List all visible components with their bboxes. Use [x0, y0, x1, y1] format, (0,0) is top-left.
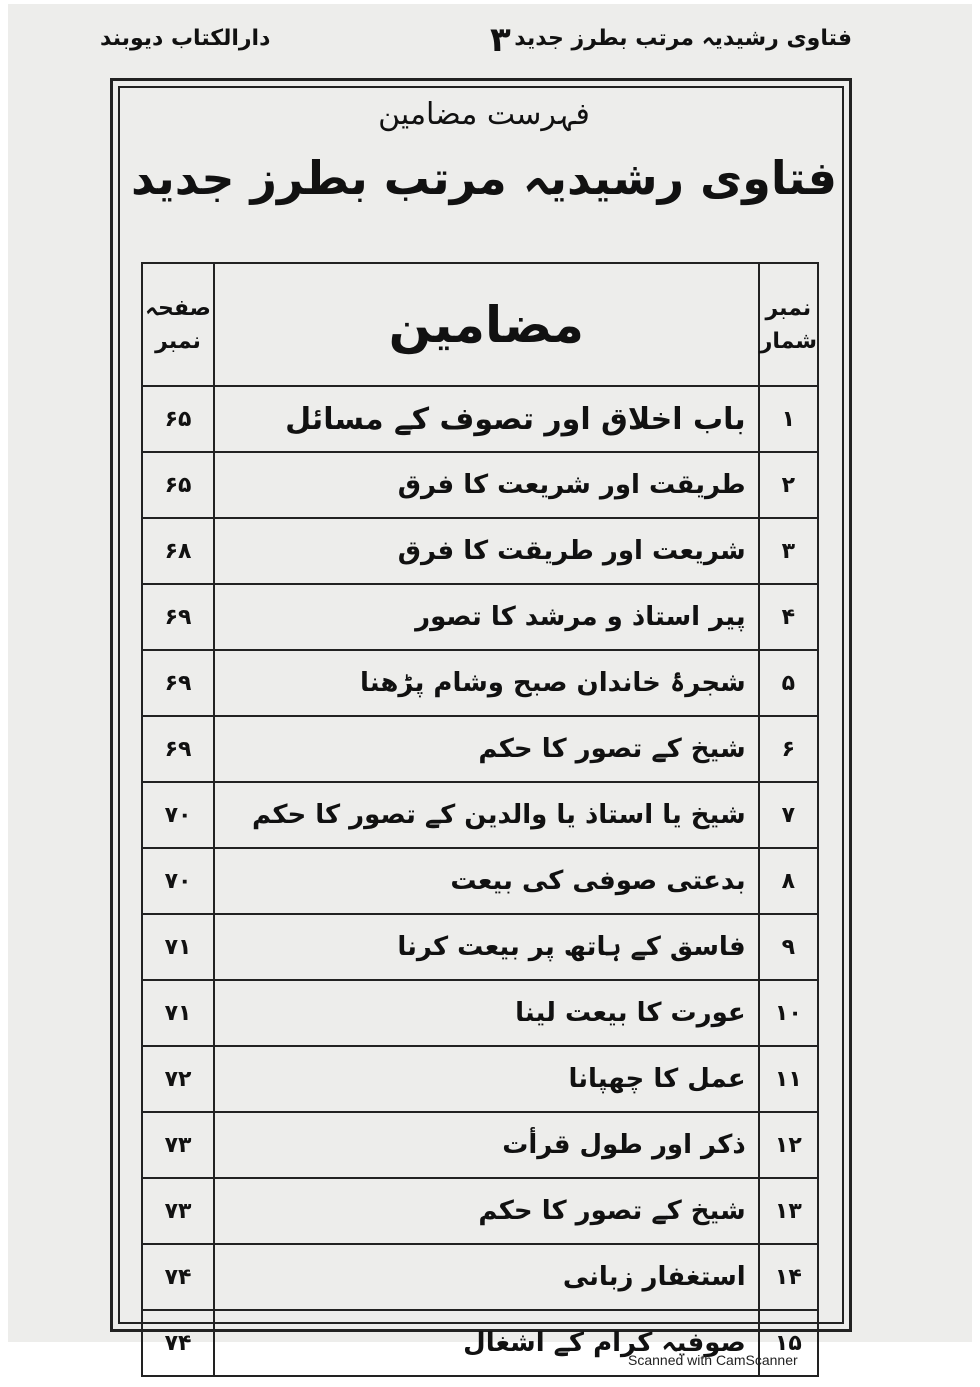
row-number: ۱۳ — [759, 1178, 818, 1244]
table-row — [142, 848, 818, 914]
row-number: ۶ — [759, 716, 818, 782]
table-row — [142, 650, 818, 716]
row-number: ۴ — [759, 584, 818, 650]
row-topic: بدعتی صوفی کی بیعت — [214, 848, 759, 914]
row-number: ۸ — [759, 848, 818, 914]
row-topic: فاسق کے ہاتھ پر بیعت کرنا — [214, 914, 759, 980]
table-row — [142, 1178, 818, 1244]
row-page: ۷۳ — [142, 1178, 214, 1244]
row-topic: باب اخلاق اور تصوف کے مسائل — [214, 386, 759, 452]
row-topic: شیخ یا استاذ یا والدین کے تصور کا حکم — [214, 782, 759, 848]
table-row — [142, 980, 818, 1046]
running-title: فتاوی رشیدیہ مرتب بطرز جدید — [514, 26, 852, 51]
toc-table — [141, 262, 819, 1377]
table-row — [142, 782, 818, 848]
row-page: ۶۹ — [142, 584, 214, 650]
page-number: ۳ — [490, 20, 511, 60]
row-topic: طریقت اور شریعت کا فرق — [214, 452, 759, 518]
table-row — [142, 584, 818, 650]
row-page: ۶۹ — [142, 650, 214, 716]
toc-subtitle: فہرست مضامین — [378, 97, 590, 132]
row-topic: شیخ کے تصور کا حکم — [214, 716, 759, 782]
table-row — [142, 1244, 818, 1310]
page-header: صفحہ نمبر — [142, 263, 214, 386]
table-row — [142, 452, 818, 518]
row-page: ۶۹ — [142, 716, 214, 782]
row-number: ۷ — [759, 782, 818, 848]
row-page: ۶۵ — [142, 386, 214, 452]
table-row — [142, 1112, 818, 1178]
running-header — [100, 20, 852, 66]
row-page: ۶۵ — [142, 452, 214, 518]
row-page: ۷۲ — [142, 1046, 214, 1112]
page-frame — [110, 78, 852, 1358]
row-topic: شریعت اور طریقت کا فرق — [214, 518, 759, 584]
row-number: ۱۰ — [759, 980, 818, 1046]
row-number: ۱ — [759, 386, 818, 452]
row-number: ۲ — [759, 452, 818, 518]
row-number: ۵ — [759, 650, 818, 716]
row-topic: عورت کا بیعت لینا — [214, 980, 759, 1046]
row-number: ۱۱ — [759, 1046, 818, 1112]
table-row — [142, 1046, 818, 1112]
row-number: ۱۲ — [759, 1112, 818, 1178]
toc-header-row — [142, 263, 818, 386]
row-number: ۳ — [759, 518, 818, 584]
row-page: ۷۳ — [142, 1112, 214, 1178]
row-page: ۷۱ — [142, 914, 214, 980]
row-page: ۷۴ — [142, 1244, 214, 1310]
row-topic: پیر استاذ و مرشد کا تصور — [214, 584, 759, 650]
book-title: فتاوی رشیدیہ مرتب بطرز جدید — [130, 151, 838, 205]
row-topic: ذکر اور طول قرأت — [214, 1112, 759, 1178]
row-page: ۷۰ — [142, 782, 214, 848]
publisher-name: دارالکتاب دیوبند — [100, 26, 271, 51]
scanner-watermark: Scanned with CamScanner — [628, 1352, 798, 1368]
table-row — [142, 914, 818, 980]
row-topic: صوفیہ کرام کے اشغال — [214, 1310, 759, 1376]
serial-header: نمبر شمار — [759, 263, 818, 386]
row-page: ۶۸ — [142, 518, 214, 584]
table-row — [142, 518, 818, 584]
row-page: ۷۰ — [142, 848, 214, 914]
topics-header: مضامین — [214, 263, 759, 386]
row-number: ۱۴ — [759, 1244, 818, 1310]
table-row — [142, 386, 818, 452]
row-page: ۷۱ — [142, 980, 214, 1046]
row-number: ۱۵ — [759, 1310, 818, 1376]
row-topic: استغفار زبانی — [214, 1244, 759, 1310]
row-page: ۷۴ — [142, 1310, 214, 1376]
table-row — [142, 716, 818, 782]
row-topic: عمل کا چھپانا — [214, 1046, 759, 1112]
row-topic: شجرۂ خاندان صبح وشام پڑھنا — [214, 650, 759, 716]
row-topic: شیخ کے تصور کا حکم — [214, 1178, 759, 1244]
row-number: ۹ — [759, 914, 818, 980]
